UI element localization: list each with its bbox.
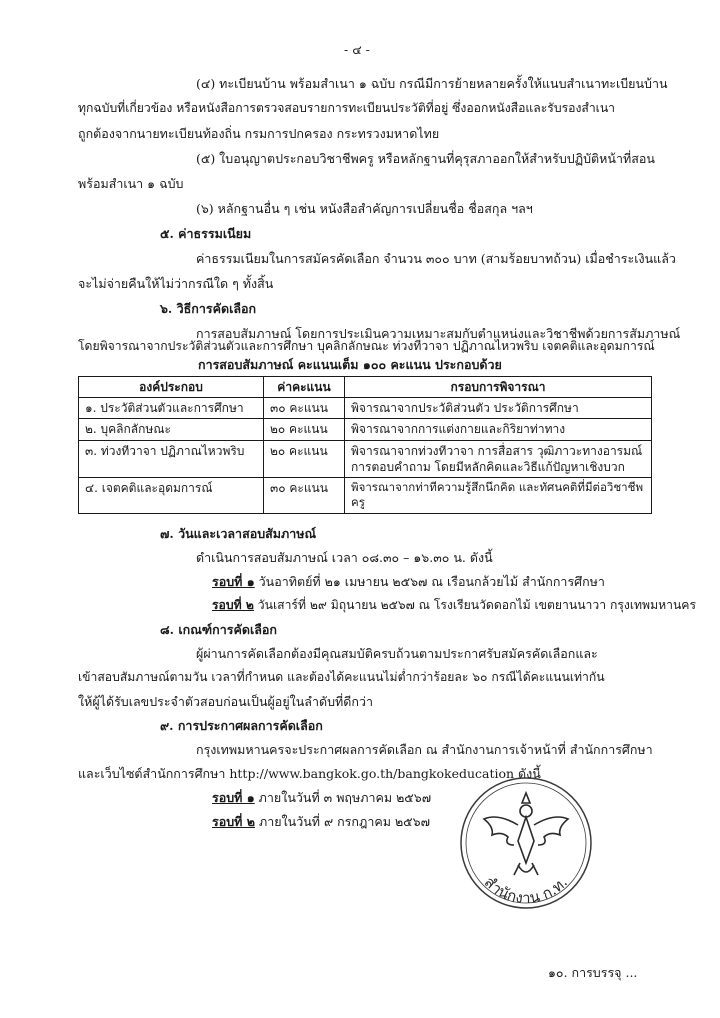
section8-line3: ให้ผู้ได้รับเลขประจำตัวสอบก่อนเป็นผู้อยู่ในลำดับที่ดีกว่า	[78, 694, 373, 709]
section9-heading: ๙. การประกาศผลการคัดเลือก	[160, 718, 323, 733]
row-score: ๒๐ คะแนน	[264, 440, 345, 477]
section8-line1: ผู้ผ่านการคัดเลือกต้องมีคุณสมบัติครบถ้วนตามประกาศรับสมัครคัดเลือกและ	[196, 646, 598, 661]
table-header-row	[79, 377, 652, 398]
criteria-line: พิจารณาจากท่วงทีวาจา การสื่อสาร วุฒิภาวะทางอารมณ์	[351, 443, 643, 458]
section5-line1: ค่าธรรมเนียมในการสมัครคัดเลือก จำนวน ๓๐๐ บาท (สามร้อยบาทถ้วน) เมื่อชำระเงินแล้ว	[196, 251, 676, 266]
section9-round1	[212, 790, 431, 806]
item6: (๖) หลักฐานอื่น ๆ เช่น หนังสือสำคัญการเปลี่ยนชื่อ ชื่อสกุล ฯลฯ	[196, 201, 533, 216]
criteria-line: การตอบคำถาม โดยมีหลักคิดและวิธีแก้ปัญหาเชิงบวก	[351, 459, 625, 474]
section7-line1: ดำเนินการสอบสัมภาษณ์ เวลา ๐๘.๓๐ – ๑๖.๓๐ น. ดังนี้	[196, 550, 493, 565]
table-title: การสอบสัมภาษณ์ คะแนนเต็ม ๑๐๐ คะแนน ประกอบด้วย	[198, 357, 502, 372]
section7-heading: ๗. วันและเวลาสอบสัมภาษณ์	[160, 526, 317, 541]
row-criteria	[345, 440, 652, 477]
section6-heading: ๖. วิธีการคัดเลือก	[160, 301, 257, 316]
item4-line2: ทุกฉบับที่เกี่ยวข้อง หรือหนังสือการตรวจสอบรายการทะเบียนประวัติที่อยู่ ซึ่งออกหนังสือและรับรองสำเนา	[78, 101, 616, 115]
header-criteria: กรอบการพิจารณา	[345, 377, 652, 398]
section9-line1: กรุงเทพมหานครจะประกาศผลการคัดเลือก ณ สำนักงานการเจ้าหน้าที่ สำนักการศึกษา	[196, 742, 653, 757]
row-component: ๓. ท่วงทีวาจา ปฏิภาณไหวพริบ	[79, 440, 264, 477]
section7-round2	[212, 598, 696, 614]
criteria-line: พิจารณาจากประวัติส่วนตัว ประวัติการศึกษา	[351, 401, 579, 416]
criteria-line: พิจารณาจากท่าทีความรู้สึกนึกคิด และทัศนคติที่มีต่อวิชาชีพครู	[351, 479, 644, 510]
table-row	[79, 440, 652, 477]
section8-heading: ๘. เกณฑ์การคัดเลือก	[160, 622, 277, 637]
section6-line2: โดยพิจารณาจากประวัติส่วนตัวและการศึกษา บุคลิกลักษณะ ท่วงทีวาจา ปฏิภาณไหวพริบ เจตคติและอุดมการณ์	[78, 339, 655, 353]
row-component: ๑. ประวัติส่วนตัวและการศึกษา	[79, 398, 264, 419]
table-row	[79, 419, 652, 440]
header-component: องค์ประกอบ	[79, 377, 264, 398]
row-criteria	[345, 419, 652, 440]
criteria-line: พิจารณาจากการแต่งกายและกิริยาท่าทาง	[351, 422, 566, 437]
row-score: ๓๐ คะแนน	[264, 398, 345, 419]
row-criteria	[345, 398, 652, 419]
round1-text: ภายในวันที่ ๓ พฤษภาคม ๒๕๖๗	[254, 790, 432, 805]
round2-label: รอบที่ ๒	[212, 814, 255, 829]
item5-line1: (๕) ใบอนุญาตประกอบวิชาชีพครู หรือหลักฐานที่คุรุสภาออกให้สำหรับปฏิบัติหน้าที่สอน	[196, 151, 655, 166]
item4-line3: ถูกต้องจากนายทะเบียนท้องถิ่น กรมการปกครอง กระทรวงมหาดไทย	[78, 126, 440, 141]
section9-round2	[212, 814, 430, 830]
seal-text-path: สำนักงาน ก.ท.	[480, 872, 572, 908]
table-row	[79, 398, 652, 419]
page-number: - ๔ -	[344, 42, 370, 57]
round2-label: รอบที่ ๒	[212, 598, 254, 612]
round1-text: วันอาทิตย์ที่ ๒๑ เมษายน ๒๕๖๗ ณ เรือนกล้วยไม้ สำนักการศึกษา	[254, 574, 605, 589]
section5-line2: จะไม่จ่ายคืนให้ไม่ว่ากรณีใด ๆ ทั้งสิ้น	[78, 276, 274, 291]
section5-heading: ๕. ค่าธรรมเนียม	[160, 226, 252, 241]
garuda-icon	[484, 793, 568, 875]
row-component: ๔. เจตคติและอุดมการณ์	[79, 477, 264, 513]
row-component: ๒. บุคลิกลักษณะ	[79, 419, 264, 440]
garuda-seal	[458, 775, 594, 911]
item5-line2: พร้อมสำเนา ๑ ฉบับ	[78, 176, 184, 191]
continuation: ๑๐. การบรรจุ ...	[548, 965, 638, 980]
section9-line2: และเว็บไซต์สำนักการศึกษา http://www.bangkok.go.th/bangkokeducation ดังนี้	[78, 766, 541, 781]
section8-line2: เข้าสอบสัมภาษณ์ตามวัน เวลาที่กำหนด และต้องได้คะแนนไม่ต่ำกว่าร้อยละ ๖๐ กรณีได้คะแนนเท่ากัน	[78, 670, 605, 684]
row-criteria	[345, 477, 652, 513]
item4-line1: (๔) ทะเบียนบ้าน พร้อมสำเนา ๑ ฉบับ กรณีมีการย้ายหลายครั้งให้แนบสำเนาทะเบียนบ้าน	[196, 76, 668, 91]
table-row	[79, 477, 652, 513]
round2-text: ภายในวันที่ ๙ กรกฎาคม ๒๕๖๗	[255, 814, 430, 829]
row-score: ๒๐ คะแนน	[264, 419, 345, 440]
criteria-table	[78, 376, 652, 514]
header-score: ค่าคะแนน	[264, 377, 345, 398]
seal-text	[481, 873, 571, 907]
round2-text: วันเสาร์ที่ ๒๙ มิถุนายน ๒๕๖๗ ณ โรงเรียนวัดดอกไม้ เขตยานนาวา กรุงเทพมหานคร	[253, 598, 697, 612]
section7-round1	[212, 574, 605, 590]
seal-outer-ring	[461, 778, 591, 908]
row-score: ๓๐ คะแนน	[264, 477, 345, 513]
round1-label: รอบที่ ๑	[212, 790, 255, 805]
section6-line1: การสอบสัมภาษณ์ โดยการประเมินความเหมาะสมกับตำแหน่งและวิชาชีพด้วยการสัมภาษณ์	[196, 326, 681, 341]
round1-label: รอบที่ ๑	[212, 574, 255, 589]
